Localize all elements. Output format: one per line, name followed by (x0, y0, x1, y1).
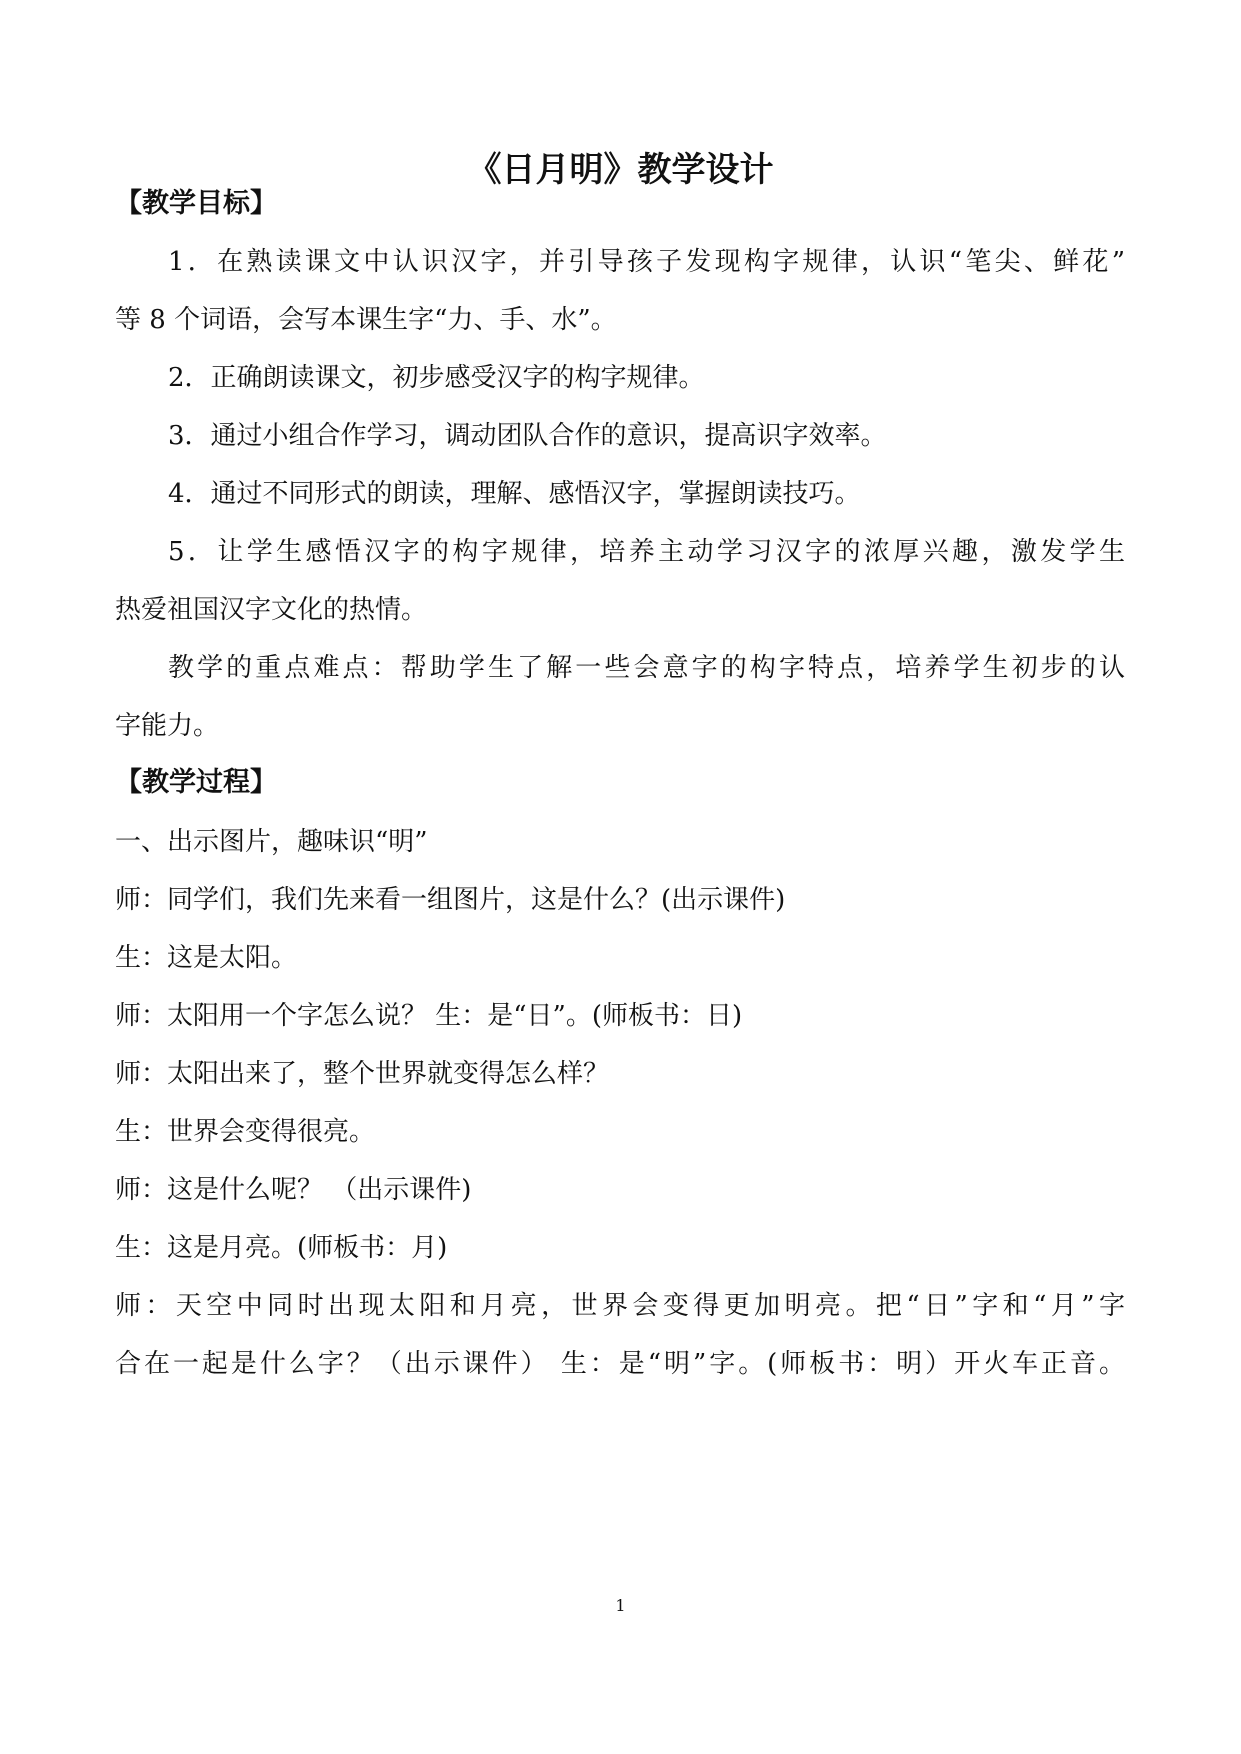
dialog-line-2: 生：这是太阳。 (115, 943, 298, 973)
section-heading-process: 【教学过程】 (115, 767, 277, 798)
dialog-line-1: 师：同学们，我们先来看一组图片，这是什么？(出示课件) (115, 885, 786, 915)
goal-5-line-2: 热爱祖国汉字文化的热情。 (115, 595, 428, 625)
dialog-line-8-part-1: 师：天空中同时出现太阳和月亮，世界会变得更加明亮。把“日”字和“月”字 (115, 1291, 1125, 1321)
dialog-line-8-part-2: 合在一起是什么字？（出示课件） 生：是“明”字。(师板书：明）开火车正音。 (115, 1349, 1125, 1379)
goal-1-line-1: 1．在熟读课文中认识汉字，并引导孩子发现构字规律，认识“笔尖、鲜花” (168, 247, 1125, 277)
goal-3: 3．通过小组合作学习，调动团队合作的意识，提高识字效率。 (168, 421, 887, 451)
goal-4: 4．通过不同形式的朗读，理解、感悟汉字，掌握朗读技巧。 (168, 479, 861, 509)
step-1-heading: 一、出示图片，趣味识“明” (115, 827, 428, 857)
key-point-line-1: 教学的重点难点：帮助学生了解一些会意字的构字特点，培养学生初步的认 (168, 653, 1125, 683)
dialog-line-3: 师：太阳用一个字怎么说？ 生：是“日”。(师板书：日) (115, 1001, 743, 1031)
key-point-line-2: 字能力。 (115, 711, 220, 741)
goal-1-line-2: 等 8 个词语，会写本课生字“力、手、水”。 (115, 305, 617, 335)
dialog-line-6: 师：这是什么呢？ （出示课件) (115, 1175, 472, 1205)
document-title: 《日月明》教学设计 (467, 150, 774, 190)
goal-2: 2．正确朗读课文，初步感受汉字的构字规律。 (168, 363, 705, 393)
goal-5-line-1: 5．让学生感悟汉字的构字规律，培养主动学习汉字的浓厚兴趣，激发学生 (168, 537, 1125, 567)
dialog-line-4: 师：太阳出来了，整个世界就变得怎么样？ (115, 1059, 610, 1089)
section-heading-goals: 【教学目标】 (115, 188, 277, 219)
page-number: 1 (615, 1596, 626, 1615)
dialog-line-7: 生：这是月亮。(师板书：月) (115, 1233, 448, 1263)
dialog-line-5: 生：世界会变得很亮。 (115, 1117, 376, 1147)
